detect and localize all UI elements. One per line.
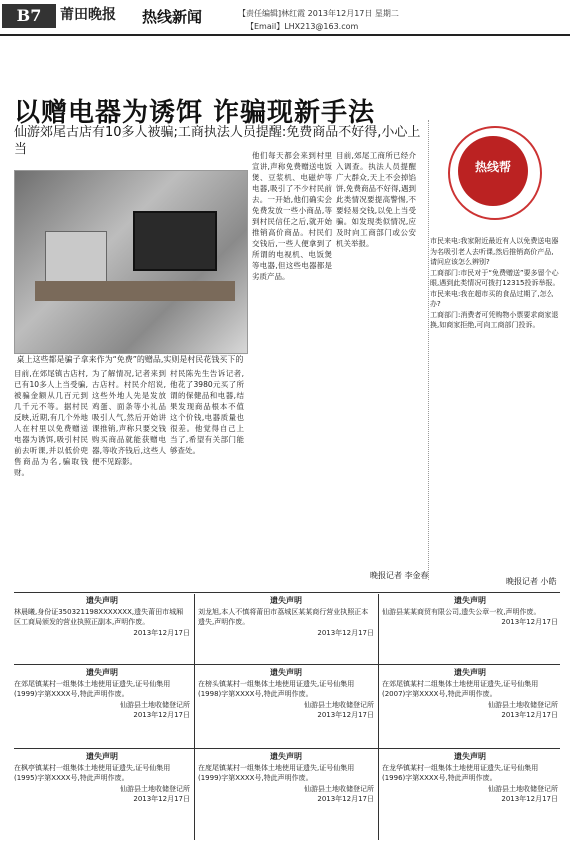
notice-title: 遗失声明: [454, 596, 486, 605]
article-column-5: 目前,郊尾工商所已经介入调查。执法人员提醒广大群众,天上不会掉馅饼,免费商品不好得,遇到此类情况要提高警惕,不要轻易交钱,以免上当受骗。如发现类似情况,应及时向工商部门或公安机关举报。: [336, 151, 416, 248]
article-column-3: 村民陈先生告诉记者,他花了3980元买了所谓的保健品和电器,结果发现商品根本不值这个价钱,电器质量也很差。他觉得自己上当了,希望有关部门能够查处。: [170, 369, 244, 455]
section-name: 热线新闻: [142, 8, 203, 26]
notice-body: 刘龙旭,本人不慎将莆田市荔城区某某商行营业执照正本遗失,声明作废。: [198, 607, 369, 626]
sidebar-text: 市民来电:我家附近最近有人以免费送电器为名吸引老人去听课,然后推销高价产品,请问应该怎么辨别? 工商部门:市民对于“免费赠送”要多留个心眼,遇到此类情况可拨打12315投诉举报。 市民来电:我在超市买的食品过期了,怎么办? 工商部门:消费者可凭购物小票要求商家退换,如商家拒绝,可向工商部门投诉。: [430, 237, 560, 329]
notice-body: 林晨曦,身份证350321198XXXXXXX,遗失莆田市城厢区工商局颁发的营业执照正副本,声明作废。: [14, 607, 184, 626]
lost-notice: [382, 668, 558, 748]
notices-col-rule: [378, 594, 379, 840]
page-number: B7: [2, 4, 56, 28]
lost-notice: [14, 752, 190, 840]
notice-body: 在枫亭镇某村一组集体土地使用证遗失,证号仙集用(1995)字第XXXX号,特此声明作废。: [14, 763, 171, 782]
notice-title: 遗失声明: [270, 752, 302, 761]
lost-notice: [198, 668, 374, 748]
notice-title: 遗失声明: [86, 668, 118, 677]
notice-sign: 2013年12月17日: [317, 628, 374, 637]
notice-title: 遗失声明: [454, 668, 486, 677]
notice-body: 在郊尾镇某村一组集体土地使用证遗失,证号仙集用(1999)字第XXXX号,特此声明作废。: [14, 679, 171, 698]
notices-top-rule: [14, 592, 560, 593]
notice-body: 仙游县某某商贸有限公司,遗失公章一枚,声明作废。: [382, 607, 541, 616]
lost-notice: [14, 596, 190, 662]
table: [35, 281, 235, 301]
notice-body: 在榜头镇某村一组集体土地使用证遗失,证号仙集用(1998)字第XXXX号,特此声明作废。: [198, 679, 355, 698]
email-line: 【Email】LHX213@163.com: [246, 22, 359, 31]
notice-sign: 仙游县土地收储登记所 2013年12月17日: [488, 784, 558, 803]
notice-title: 遗失声明: [86, 596, 118, 605]
product-box: [45, 231, 107, 283]
article-headline: 以赠电器为诱饵 诈骗现新手法: [14, 98, 376, 128]
notices-row-rule: [14, 664, 560, 665]
lost-notice: [198, 752, 374, 840]
notice-body: 在度尾镇某村一组集体土地使用证遗失,证号仙集用(1999)字第XXXX号,特此声明作废。: [198, 763, 355, 782]
masthead-rule: [0, 34, 570, 36]
notice-sign: 仙游县土地收储登记所 2013年12月17日: [488, 700, 558, 719]
article-column-4: 他们每天都会来到村里宣讲,声称免费赠送电饭煲、豆浆机、电磁炉等电器,吸引了不少村民前去。一开始,他们确实会免费发放一些小商品,等到村民信任之后,就开始推销高价商品。村民们交钱后,一些人便拿到了所谓的电视机、电饭煲等电器,但这些电器都是劣质产品。: [252, 151, 332, 281]
paper-name: 莆田晚报: [60, 7, 116, 23]
article-subheadline: 仙游郊尾古店有10多人被骗;工商执法人员提醒:免费商品不好得,小心上当: [14, 125, 421, 157]
notice-title: 遗失声明: [270, 668, 302, 677]
article-reporter: 晚报记者 李金春: [370, 571, 429, 580]
notice-body: 在郊尾镇某村二组集体土地使用证遗失,证号仙集用(2007)字第XXXX号,特此声明作废。: [382, 679, 539, 698]
article-column-1: 目前,在郊尾镇古店村,已有10多人上当受骗,被骗金额从几百元到几千元不等。据村民反映,近期,有几个外地人在村里以免费赠送电器为诱饵,吸引村民前去听课,并以低价兜售商品为名,骗取钱财。: [14, 369, 88, 477]
lost-notice: [14, 668, 190, 748]
news-photo: [14, 170, 248, 354]
sidebar-reporter: 晚报记者 小皓: [506, 577, 557, 586]
editor-date-line: 【责任编辑]林红霞 2013年12月17日 星期二: [238, 9, 399, 18]
lost-notice: [198, 596, 374, 662]
notice-title: 遗失声明: [86, 752, 118, 761]
notice-title: 遗失声明: [270, 596, 302, 605]
tv-set: [133, 211, 217, 271]
lost-notice: [382, 752, 558, 840]
notices-col-rule: [194, 594, 195, 840]
article-column-2: 为了解情况,记者来到古店村。村民介绍说,这些外地人先是发放鸡蛋、面条等小礼品吸引人气,然后开始讲课推销,声称只要交钱购买商品就能获赠电器,等收齐钱后,这些人便不见踪影。: [92, 369, 166, 466]
notice-sign: 仙游县土地收储登记所 2013年12月17日: [304, 700, 374, 719]
notices-row-rule: [14, 748, 560, 749]
hotline-logo-text: 热线帮: [474, 160, 511, 174]
notice-title: 遗失声明: [454, 752, 486, 761]
notice-sign: 2013年12月17日: [501, 618, 558, 626]
lost-notice: [382, 596, 558, 662]
notice-body: 在龙华镇某村一组集体土地使用证遗失,证号仙集用(1996)字第XXXX号,特此声明作废。: [382, 763, 539, 782]
notice-sign: 仙游县土地收储登记所 2013年12月17日: [120, 700, 190, 719]
notice-sign: 2013年12月17日: [133, 628, 190, 637]
notice-sign: 仙游县土地收储登记所 2013年12月17日: [120, 784, 190, 803]
notice-sign: 仙游县土地收储登记所 2013年12月17日: [304, 784, 374, 803]
photo-caption: 桌上这些都是骗子拿来作为“免费”的赠品,实则是村民花钱买下的: [16, 355, 244, 364]
